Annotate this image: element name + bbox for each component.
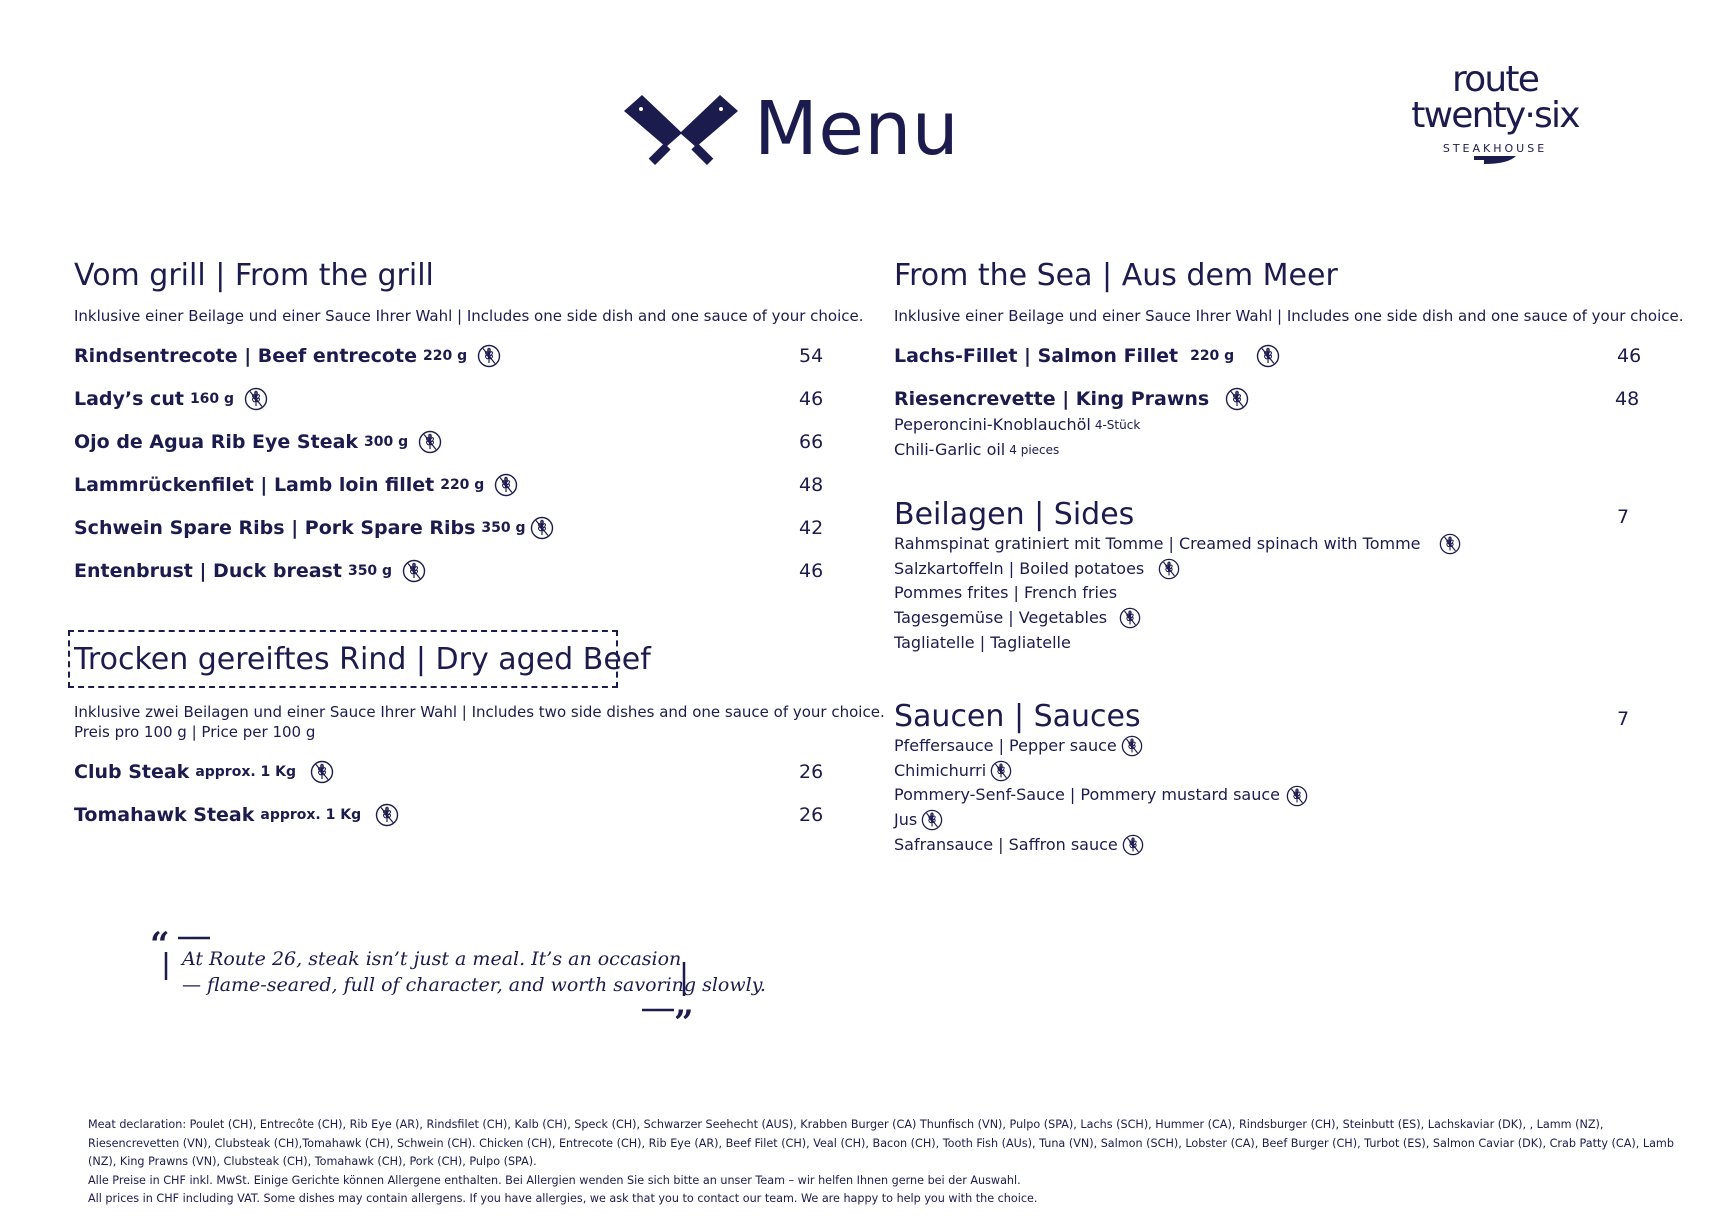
gluten-free-icon: [244, 387, 268, 411]
brand-logo: [1376, 59, 1614, 165]
list-item: [894, 808, 1308, 833]
sauce-name: Jus: [894, 810, 918, 830]
prawn-detail-qty: 4 pieces: [1009, 443, 1060, 457]
gluten-free-icon: [310, 760, 334, 784]
list-item: [894, 759, 1308, 784]
sauce-name: Safransauce | Saffron sauce: [894, 834, 1118, 854]
item-name: Lachs-Fillet | Salmon Fillet: [894, 345, 1179, 367]
item-weight: 220 g: [440, 477, 485, 493]
gluten-free-icon: [921, 809, 943, 831]
gluten-free-icon: [990, 760, 1012, 782]
item-weight: approx. 1 Kg: [260, 807, 362, 823]
item-weight: 350 g: [481, 520, 526, 536]
footer-line: Alle Preise in CHF inkl. MwSt. Einige Gerichte können Allergene enthalten. Bei Allergien wenden Sie sich bitte an unser Team – wir helfen Ihnen gerne bei der Auswahl.: [88, 1173, 1021, 1187]
dry-aged-items: [74, 757, 834, 830]
item-weight: 160 g: [189, 391, 235, 407]
menu-item: [74, 513, 834, 543]
side-name: Salzkartoffeln | Boiled potatoes: [894, 558, 1145, 578]
menu-item: [74, 341, 834, 371]
item-price: 54: [799, 345, 824, 367]
side-name: Rahmspinat gratiniert mit Tomme | Creamed spinach with Tomme: [894, 534, 1421, 553]
footer-line: Meat declaration: Poulet (CH), Entrecôte (CH), Rib Eye (AR), Rindsfilet (CH), Kalb (CH), Speck (CH), Schwarzer Seehecht (AUS), Krabben Burger (CA) Thunfisch (VN), Pulpo (SPA), Lachs (SCH), Hummer (CA), Rindsburger (CH), Steinbutt (ES), Lachskaviar (DK), , Lamm (NZ),: [88, 1118, 1604, 1131]
prawn-detail-de: [894, 413, 1140, 438]
item-price: 42: [799, 517, 824, 539]
gluten-free-icon: [375, 803, 399, 827]
logo-knife-icon: [1472, 155, 1518, 165]
side-name: Pommes frites | French fries: [894, 583, 1118, 603]
menu-item: [74, 427, 834, 457]
section-note-sea: Inklusive einer Beilage und einer Sauce Ihrer Wahl | Includes one side dish and one sauce of your choice.: [894, 307, 1684, 325]
gluten-free-icon: [1439, 533, 1461, 555]
item-name: Tomahawk Steak: [74, 804, 255, 826]
item-name: Schwein Spare Ribs | Pork Spare Ribs: [74, 517, 476, 539]
side-name: Tagesgemüse | Vegetables: [894, 608, 1108, 628]
section-title-grill: Vom grill | From the grill: [74, 258, 434, 293]
gluten-free-icon: [494, 473, 518, 497]
sauce-name: Pfeffersauce | Pepper sauce: [894, 736, 1117, 755]
crossed-cleavers-icon: [622, 93, 740, 165]
grill-items: [74, 341, 834, 586]
gluten-free-icon: [418, 430, 442, 454]
list-item: [894, 532, 1461, 557]
section-title-sea: From the Sea | Aus dem Meer: [894, 258, 1338, 293]
gluten-free-icon: [477, 344, 501, 368]
menu-item: [894, 384, 1654, 414]
item-price: 46: [799, 560, 824, 582]
sauces-price: 7: [1617, 708, 1630, 730]
logo-sub-text: STEAKHOUSE: [1442, 142, 1548, 155]
section-title-sides: Beilagen | Sides: [894, 497, 1135, 532]
menu-item: [74, 470, 834, 500]
section-note-dry-aged: Inklusive zwei Beilagen und einer Sauce Ihrer Wahl | Includes two side dishes and one sauce of your choice.: [74, 703, 885, 721]
menu-item: [894, 341, 1654, 371]
item-name: Lammrückenfilet | Lamb loin fillet: [74, 474, 435, 496]
item-name: Rindsentrecote | Beef entrecote: [74, 345, 417, 367]
list-item: [894, 606, 1461, 631]
item-price: 66: [799, 431, 824, 453]
gluten-free-icon: [1122, 834, 1144, 856]
footer-line: (NZ), King Prawns (VN), Clubsteak (CH), Tomahawk (CH), Pork (CH), Pulpo (SPA).: [88, 1155, 537, 1168]
footer-line: All prices in CHF including VAT. Some dishes may contain allergens. If you have allergies, we ask that you to contact our team. We are happy to help you with the choice.: [88, 1192, 1038, 1205]
section-title-sauces: Saucen | Sauces: [894, 699, 1141, 734]
section-note-grill: Inklusive einer Beilage und einer Sauce Ihrer Wahl | Includes one side dish and one sauce of your choice.: [74, 307, 864, 325]
item-name: Ojo de Agua Rib Eye Steak: [74, 431, 359, 453]
brand-quote: [150, 930, 766, 1032]
prawn-detail-text: Peperoncini-Knoblauchöl: [894, 415, 1091, 434]
list-item: [894, 734, 1308, 759]
svg-text:“: “: [150, 930, 170, 965]
quote-line-2: — flame-seared, full of character, and worth savoring slowly.: [182, 974, 766, 996]
logo-brand-text: route twenty·six: [1411, 59, 1579, 136]
item-weight: 220 g: [1190, 348, 1235, 364]
item-price: 26: [799, 804, 824, 826]
page-title: Menu: [754, 86, 960, 172]
item-name: Riesencrevette | King Prawns: [894, 388, 1210, 410]
section-title-dry-aged: Trocken gereiftes Rind | Dry aged Beef: [74, 642, 651, 677]
gluten-free-icon: [402, 559, 426, 583]
sauces-list: [894, 734, 1308, 858]
side-name: Tagliatelle | Tagliatelle: [894, 632, 1071, 652]
gluten-free-icon: [1286, 785, 1308, 807]
item-price: 46: [799, 388, 824, 410]
sauce-name: Chimichurri: [894, 760, 987, 780]
menu-item: [74, 556, 834, 586]
item-price: 26: [799, 761, 824, 783]
gluten-free-icon: [530, 516, 554, 540]
sides-list: [894, 532, 1461, 656]
menu-item: [74, 384, 834, 414]
list-item: [894, 833, 1308, 858]
item-price: 48: [1615, 388, 1640, 410]
item-weight: 300 g: [364, 434, 409, 450]
item-weight: approx. 1 Kg: [195, 764, 297, 780]
svg-text:”: ”: [674, 1003, 694, 1032]
gluten-free-icon: [1119, 607, 1141, 629]
sea-items: [894, 341, 1654, 414]
prawn-detail-en: [894, 438, 1059, 463]
sauce-name: Pommery-Senf-Sauce | Pommery mustard sauce: [894, 785, 1281, 805]
section-note-price-per-100g: Preis pro 100 g | Price per 100 g: [74, 723, 316, 741]
list-item: [894, 557, 1461, 582]
item-price: 48: [799, 474, 824, 496]
list-item: [894, 631, 1461, 656]
sides-price: 7: [1617, 506, 1630, 528]
item-weight: 350 g: [347, 563, 393, 579]
menu-header: [622, 86, 960, 172]
item-weight: 220 g: [422, 348, 468, 364]
footer-declarations: [88, 1116, 1674, 1209]
item-name: Club Steak: [74, 761, 190, 783]
item-name: Entenbrust | Duck breast: [74, 560, 342, 582]
gluten-free-icon: [1158, 558, 1180, 580]
gluten-free-icon: [1225, 387, 1249, 411]
item-name: Lady’s cut: [74, 388, 184, 410]
prawn-detail-text: Chili-Garlic oil: [894, 440, 1006, 459]
prawn-detail-qty: 4-Stück: [1094, 418, 1141, 432]
item-price: 46: [1617, 345, 1642, 367]
footer-line: Riesencrevetten (VN), Clubsteak (CH),Tomahawk (CH), Schwein (CH). Chicken (CH), Entrecote (CH), Rib Eye (AR), Beef Filet (CH), Veal (CH), Bacon (CH), Tooth Fish (AUs), Tuna (VN), Salmon (SCH), Lobster (CA), Beef Burger (CH), Turbot (ES), Salmon Caviar (DK), Crab Patty (CA), Lamb: [88, 1136, 1674, 1150]
list-item: [894, 783, 1308, 808]
quote-line-1: At Route 26, steak isn’t just a meal. It’s an occasion: [182, 948, 682, 970]
gluten-free-icon: [1121, 735, 1143, 757]
gluten-free-icon: [1256, 344, 1280, 368]
menu-item: [74, 800, 834, 830]
list-item: [894, 581, 1461, 606]
menu-item: [74, 757, 834, 787]
close-quote-icon: [640, 962, 710, 1032]
